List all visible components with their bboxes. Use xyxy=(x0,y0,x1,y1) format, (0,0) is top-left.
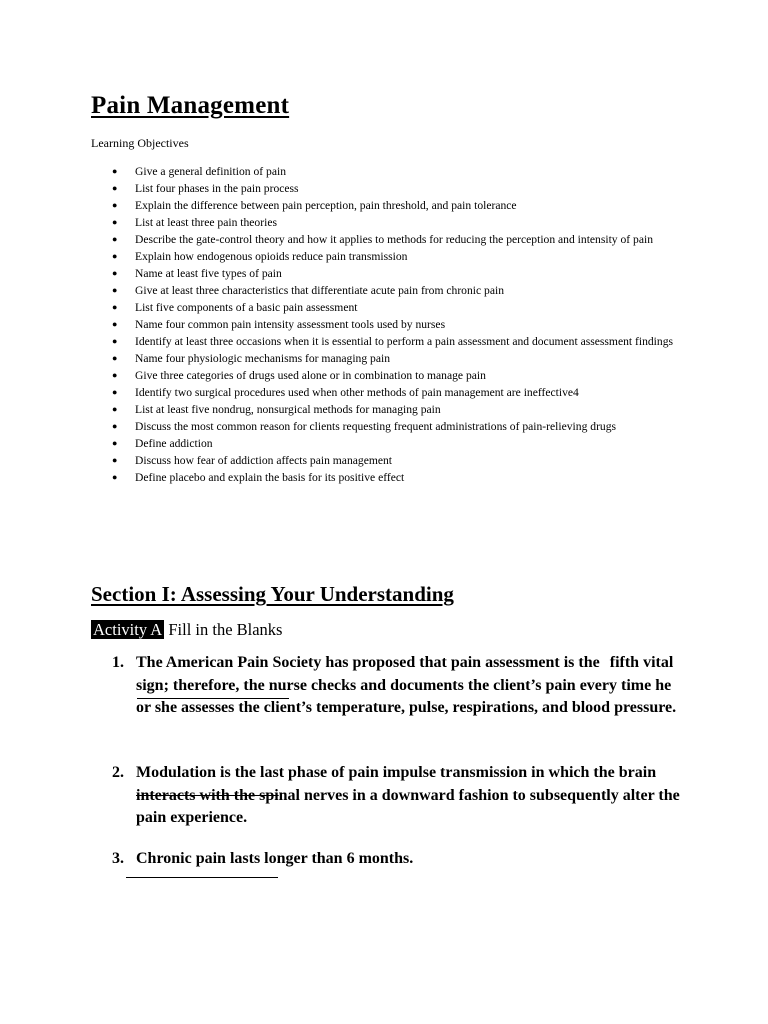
objective-item xyxy=(112,163,682,180)
objective-item xyxy=(112,469,682,486)
objective-item xyxy=(112,316,682,333)
question-item xyxy=(112,848,682,871)
objective-text: Name four physiologic mechanisms for managing pain xyxy=(135,352,391,365)
objective-item xyxy=(112,333,682,350)
objective-text: Discuss the most common reason for clients requesting frequent administrations of pain-relieving drugs xyxy=(135,420,617,433)
bullet-icon: ● xyxy=(112,166,118,176)
question-number: 3. xyxy=(112,850,124,867)
question-item xyxy=(112,652,682,762)
objective-item xyxy=(112,248,682,265)
objective-item xyxy=(112,350,682,367)
question-text-after: nal nerves in a downward fashion to subsequently alter the pain experience. xyxy=(136,786,680,827)
objective-item xyxy=(112,197,682,214)
bullet-icon: ● xyxy=(112,183,118,193)
objective-text: Give three categories of drugs used alone or in combination to manage pain xyxy=(135,369,486,382)
objective-item xyxy=(112,265,682,282)
question-text-before: The American Pain Society has proposed that pain assessment is the xyxy=(136,654,604,671)
question-item xyxy=(112,762,682,848)
questions-list xyxy=(112,652,682,871)
bullet-icon: ● xyxy=(112,268,118,278)
objective-text: List four phases in the pain process xyxy=(135,182,299,195)
question-answer: fifth vital sign; there xyxy=(136,654,674,694)
objective-text: Give a general definition of pain xyxy=(135,165,286,178)
objective-text: Identify two surgical procedures used when other methods of pain management are ineffective4 xyxy=(135,386,579,399)
bullet-icon: ● xyxy=(112,217,118,227)
bullet-icon: ● xyxy=(112,200,118,210)
objectives-list xyxy=(112,163,682,486)
objective-item xyxy=(112,180,682,197)
objective-item xyxy=(112,367,682,384)
objective-text: Define placebo and explain the basis for its positive effect xyxy=(135,471,405,484)
activity-tag: Activity A xyxy=(93,620,163,639)
objective-text: Discuss how fear of addiction affects pain management xyxy=(135,454,393,467)
section-title: Section I: Assessing Your Understanding xyxy=(91,582,454,606)
activity-title: Fill in the Blanks xyxy=(164,620,283,639)
objective-item xyxy=(112,435,682,452)
objective-item xyxy=(112,231,682,248)
objective-item xyxy=(112,214,682,231)
bullet-icon: ● xyxy=(112,455,118,465)
objective-item xyxy=(112,418,682,435)
objective-text: List at least five nondrug, nonsurgical methods for managing pain xyxy=(135,403,441,416)
objective-text: Describe the gate-control theory and how it applies to methods for reducing the perception and intensity of pain xyxy=(135,233,654,246)
question-number: 2. xyxy=(112,764,124,781)
objective-text: Define addiction xyxy=(135,437,213,450)
objective-text: Give at least three characteristics that differentiate acute pain from chronic pain xyxy=(135,284,505,297)
answer-blank-line xyxy=(126,877,278,878)
answer-blank-line xyxy=(137,698,289,699)
objective-text: Identify at least three occasions when it is essential to perform a pain assessment and document assessment findings xyxy=(135,335,674,348)
objective-text: List at least three pain theories xyxy=(135,216,277,229)
question-text-after: fore, the nurse checks and documents the client’s pain every time he or she assesses the client’s temperature, pulse, respirations, and blood pressure. xyxy=(136,676,677,717)
activity-heading xyxy=(91,620,282,640)
objective-text: Explain the difference between pain perception, pain threshold, and pain tolerance xyxy=(135,199,517,212)
bullet-icon: ● xyxy=(112,404,118,414)
bullet-icon: ● xyxy=(112,438,118,448)
page-title: Pain Management xyxy=(91,92,290,119)
objective-item xyxy=(112,282,682,299)
bullet-icon: ● xyxy=(112,234,118,244)
bullet-icon: ● xyxy=(112,319,118,329)
learning-objectives-label: Learning Objectives xyxy=(91,136,189,150)
question-answer: interacts with the spi xyxy=(136,786,279,804)
question-text-before: Modulation is the last phase of pain impulse transmission in which the brain xyxy=(136,764,657,781)
objective-item xyxy=(112,384,682,401)
question-number: 1. xyxy=(112,654,124,671)
objective-item xyxy=(112,401,682,418)
bullet-icon: ● xyxy=(112,302,118,312)
bullet-icon: ● xyxy=(112,336,118,346)
bullet-icon: ● xyxy=(112,472,118,482)
objective-text: Name four common pain intensity assessment tools used by nurses xyxy=(135,318,446,331)
bullet-icon: ● xyxy=(112,421,118,431)
bullet-icon: ● xyxy=(112,251,118,261)
objective-item xyxy=(112,299,682,316)
objective-item xyxy=(112,452,682,469)
bullet-icon: ● xyxy=(112,353,118,363)
objective-text: List five components of a basic pain assessment xyxy=(135,301,358,314)
question-text: Chronic pain lasts longer than 6 months. xyxy=(136,850,414,867)
bullet-icon: ● xyxy=(112,285,118,295)
objective-text: Name at least five types of pain xyxy=(135,267,282,280)
objective-text: Explain how endogenous opioids reduce pain transmission xyxy=(135,250,408,263)
bullet-icon: ● xyxy=(112,370,118,380)
bullet-icon: ● xyxy=(112,387,118,397)
